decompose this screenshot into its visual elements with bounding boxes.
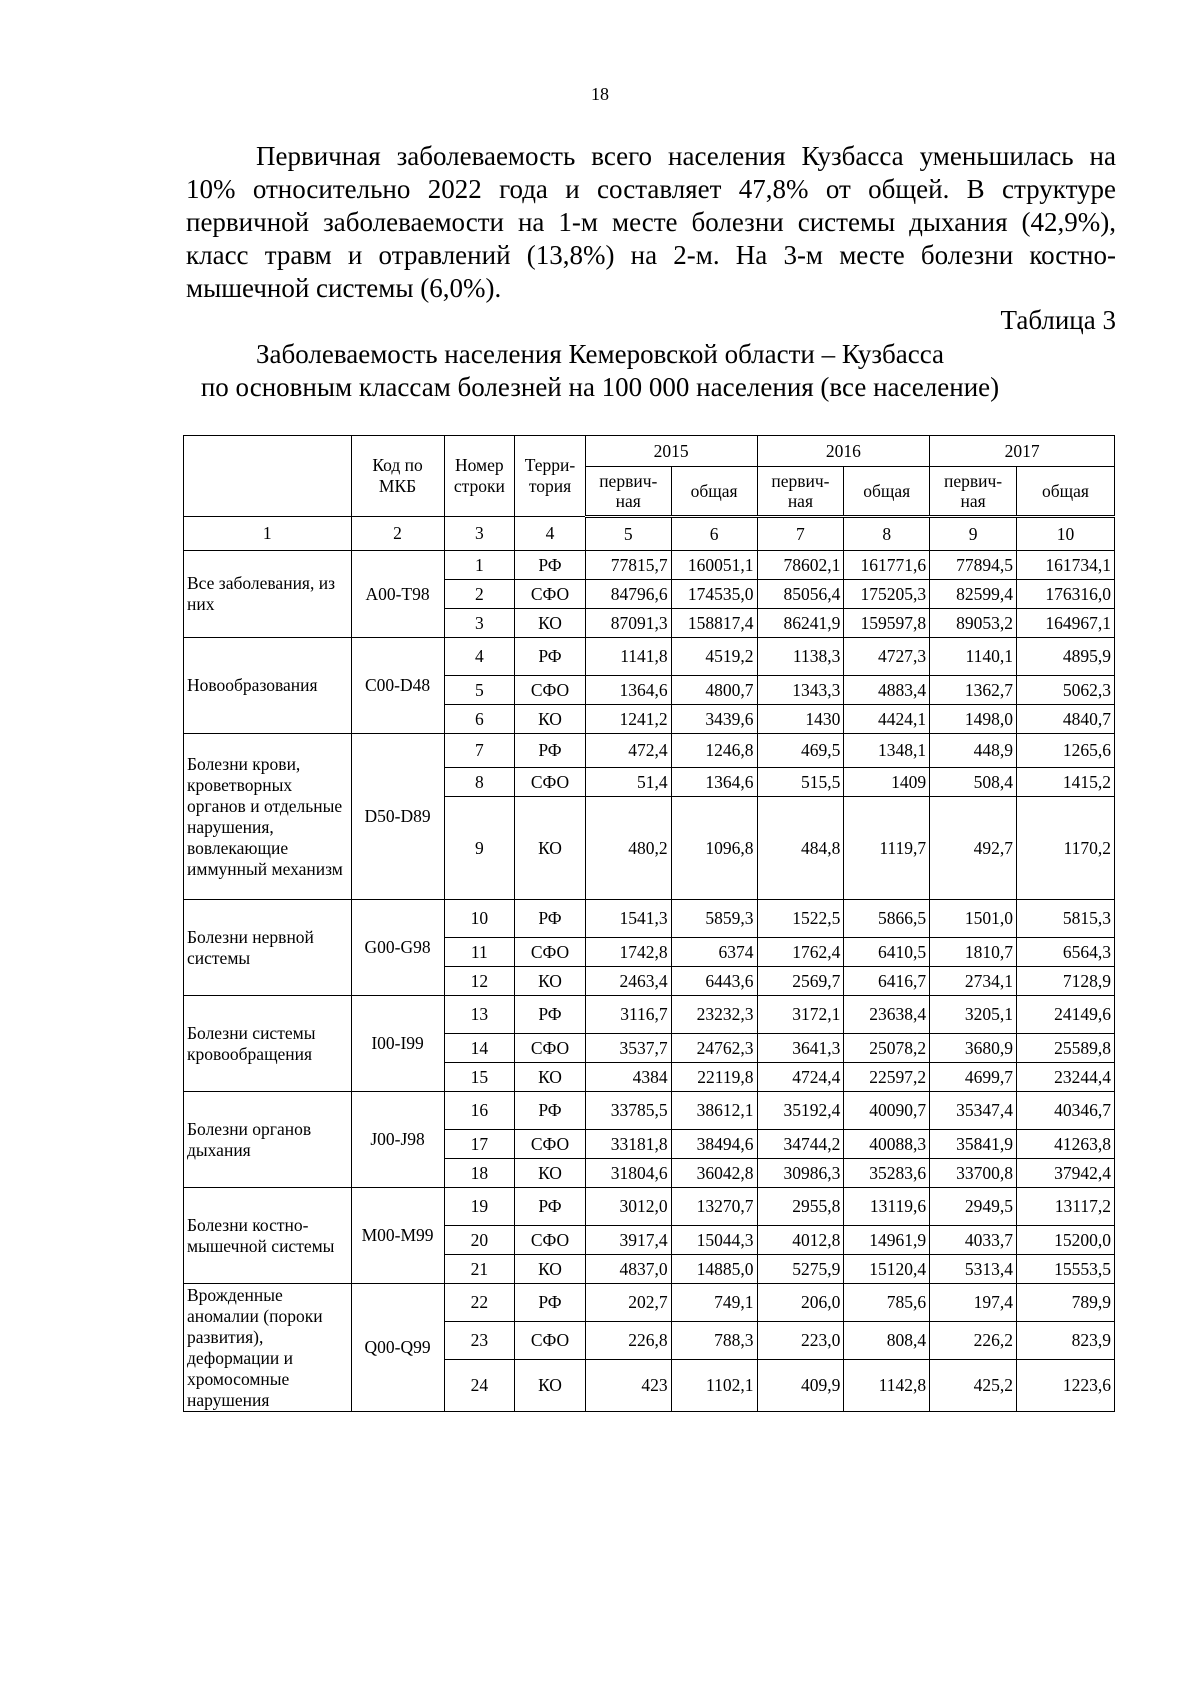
total-value: 23232,3 [671, 996, 757, 1034]
territory: РФ [515, 551, 586, 580]
primary-value: 492,7 [930, 797, 1017, 900]
primary-value: 1362,7 [930, 676, 1017, 705]
primary-value: 77894,5 [930, 551, 1017, 580]
header-total: общая [1016, 467, 1114, 517]
disease-class: Болезни крови, кроветворных органов и отдельные нарушения, вовлекающие иммунный механизм [184, 734, 352, 900]
total-value: 15120,4 [844, 1255, 930, 1284]
primary-value: 2949,5 [930, 1188, 1017, 1226]
primary-value: 30986,3 [757, 1159, 844, 1188]
territory: КО [515, 1255, 586, 1284]
total-value: 13119,6 [844, 1188, 930, 1226]
primary-value: 3641,3 [757, 1034, 844, 1063]
icd-code: Q00-Q99 [351, 1284, 444, 1412]
row-number: 24 [444, 1360, 515, 1412]
column-number: 1 [184, 517, 352, 551]
primary-value: 4837,0 [585, 1255, 671, 1284]
primary-value: 87091,3 [585, 609, 671, 638]
territory: РФ [515, 996, 586, 1034]
primary-value: 84796,6 [585, 580, 671, 609]
row-number: 22 [444, 1284, 515, 1322]
territory: СФО [515, 1322, 586, 1360]
total-value: 160051,1 [671, 551, 757, 580]
primary-value: 85056,4 [757, 580, 844, 609]
table-row [184, 996, 1115, 1034]
column-number: 8 [844, 517, 930, 551]
territory: СФО [515, 580, 586, 609]
primary-value: 4012,8 [757, 1226, 844, 1255]
table-row [184, 638, 1115, 676]
primary-value: 2569,7 [757, 967, 844, 996]
total-value: 5859,3 [671, 900, 757, 938]
total-value: 159597,8 [844, 609, 930, 638]
icd-code: C00-D48 [351, 638, 444, 734]
total-value: 14885,0 [671, 1255, 757, 1284]
total-value: 1348,1 [844, 734, 930, 768]
total-value: 785,6 [844, 1284, 930, 1322]
primary-value: 223,0 [757, 1322, 844, 1360]
total-value: 3439,6 [671, 705, 757, 734]
territory: РФ [515, 1092, 586, 1130]
primary-value: 5275,9 [757, 1255, 844, 1284]
primary-value: 1343,3 [757, 676, 844, 705]
territory: КО [515, 1159, 586, 1188]
row-number: 5 [444, 676, 515, 705]
total-value: 38612,1 [671, 1092, 757, 1130]
primary-value: 2463,4 [585, 967, 671, 996]
territory: КО [515, 967, 586, 996]
primary-value: 202,7 [585, 1284, 671, 1322]
total-value: 5815,3 [1016, 900, 1114, 938]
total-value: 1142,8 [844, 1360, 930, 1412]
header-class [184, 436, 352, 517]
table-row [184, 734, 1115, 768]
primary-value: 51,4 [585, 768, 671, 797]
icd-code: I00-I99 [351, 996, 444, 1092]
total-value: 38494,6 [671, 1130, 757, 1159]
disease-class: Болезни костно-мышечной системы [184, 1188, 352, 1284]
total-value: 37942,4 [1016, 1159, 1114, 1188]
total-value: 1246,8 [671, 734, 757, 768]
primary-value: 1541,3 [585, 900, 671, 938]
primary-value: 34744,2 [757, 1130, 844, 1159]
column-number: 10 [1016, 517, 1114, 551]
primary-value: 1364,6 [585, 676, 671, 705]
header-territory: Терри-тория [515, 436, 586, 517]
primary-value: 409,9 [757, 1360, 844, 1412]
territory: СФО [515, 676, 586, 705]
total-value: 6564,3 [1016, 938, 1114, 967]
primary-value: 423 [585, 1360, 671, 1412]
total-value: 6416,7 [844, 967, 930, 996]
total-value: 22597,2 [844, 1063, 930, 1092]
primary-value: 226,8 [585, 1322, 671, 1360]
total-value: 158817,4 [671, 609, 757, 638]
intro-paragraph: Первичная заболеваемость всего населения Кузбасса уменьшилась на 10% относительно 2022 года и составляет 47,8% от общей. В структуре первичной заболеваемости на 1-м месте болезни системы дыхания (42,9%), класс травм и отравлений (13,8%) на 2-м. На 3-м месте болезни костно-мышечной системы (6,0%). [186, 141, 1116, 303]
primary-value: 1430 [757, 705, 844, 734]
total-value: 35283,6 [844, 1159, 930, 1188]
primary-value: 3012,0 [585, 1188, 671, 1226]
header-year: 2017 [930, 436, 1115, 467]
primary-value: 4033,7 [930, 1226, 1017, 1255]
primary-value: 206,0 [757, 1284, 844, 1322]
header-year: 2015 [585, 436, 757, 467]
total-value: 749,1 [671, 1284, 757, 1322]
column-number: 2 [351, 517, 444, 551]
total-value: 23244,4 [1016, 1063, 1114, 1092]
header-row-number: Номер строки [444, 436, 515, 517]
table-row [184, 1092, 1115, 1130]
total-value: 15553,5 [1016, 1255, 1114, 1284]
total-value: 41263,8 [1016, 1130, 1114, 1159]
territory: СФО [515, 938, 586, 967]
primary-value: 226,2 [930, 1322, 1017, 1360]
primary-value: 3680,9 [930, 1034, 1017, 1063]
primary-value: 3917,4 [585, 1226, 671, 1255]
total-value: 1223,6 [1016, 1360, 1114, 1412]
column-number: 6 [671, 517, 757, 551]
total-value: 6410,5 [844, 938, 930, 967]
territory: КО [515, 609, 586, 638]
total-value: 161771,6 [844, 551, 930, 580]
header-total: общая [671, 467, 757, 517]
row-number: 18 [444, 1159, 515, 1188]
disease-class: Все заболевания, из них [184, 551, 352, 638]
primary-value: 4384 [585, 1063, 671, 1092]
territory: РФ [515, 900, 586, 938]
territory: КО [515, 1063, 586, 1092]
column-number: 7 [757, 517, 844, 551]
total-value: 176316,0 [1016, 580, 1114, 609]
row-number: 21 [444, 1255, 515, 1284]
total-value: 789,9 [1016, 1284, 1114, 1322]
primary-value: 2955,8 [757, 1188, 844, 1226]
icd-code: G00-G98 [351, 900, 444, 996]
table-title-line-2: по основным классам болезней на 100 000 населения (все население) [200, 372, 1000, 402]
total-value: 24149,6 [1016, 996, 1114, 1034]
table-title-line-1: Заболеваемость населения Кемеровской области – Кузбасса [255, 339, 945, 369]
primary-value: 1501,0 [930, 900, 1017, 938]
total-value: 175205,3 [844, 580, 930, 609]
total-value: 1119,7 [844, 797, 930, 900]
primary-value: 1810,7 [930, 938, 1017, 967]
primary-value: 508,4 [930, 768, 1017, 797]
primary-value: 4724,4 [757, 1063, 844, 1092]
primary-value: 89053,2 [930, 609, 1017, 638]
table-row [184, 1284, 1115, 1322]
total-value: 4840,7 [1016, 705, 1114, 734]
primary-value: 78602,1 [757, 551, 844, 580]
total-value: 22119,8 [671, 1063, 757, 1092]
row-number: 6 [444, 705, 515, 734]
column-numbers-row [184, 517, 1115, 551]
row-number: 20 [444, 1226, 515, 1255]
header-code: Код по МКБ [351, 436, 444, 517]
total-value: 40090,7 [844, 1092, 930, 1130]
icd-code: A00-T98 [351, 551, 444, 638]
total-value: 1102,1 [671, 1360, 757, 1412]
icd-code: J00-J98 [351, 1092, 444, 1188]
total-value: 36042,8 [671, 1159, 757, 1188]
territory: СФО [515, 1034, 586, 1063]
primary-value: 484,8 [757, 797, 844, 900]
primary-value: 448,9 [930, 734, 1017, 768]
disease-class: Врожденные аномалии (пороки развития), деформации и хромосомные нарушения [184, 1284, 352, 1412]
total-value: 823,9 [1016, 1322, 1114, 1360]
total-value: 13270,7 [671, 1188, 757, 1226]
disease-class: Болезни системы кровообращения [184, 996, 352, 1092]
row-number: 2 [444, 580, 515, 609]
total-value: 174535,0 [671, 580, 757, 609]
total-value: 4424,1 [844, 705, 930, 734]
territory: РФ [515, 638, 586, 676]
header-primary: первич-ная [757, 467, 844, 517]
primary-value: 33700,8 [930, 1159, 1017, 1188]
header-year: 2016 [757, 436, 930, 467]
territory: РФ [515, 734, 586, 768]
total-value: 25589,8 [1016, 1034, 1114, 1063]
primary-value: 4699,7 [930, 1063, 1017, 1092]
row-number: 11 [444, 938, 515, 967]
row-number: 16 [444, 1092, 515, 1130]
total-value: 1170,2 [1016, 797, 1114, 900]
total-value: 4883,4 [844, 676, 930, 705]
total-value: 5062,3 [1016, 676, 1114, 705]
primary-value: 3172,1 [757, 996, 844, 1034]
table-title [0, 338, 1200, 404]
total-value: 1415,2 [1016, 768, 1114, 797]
header-primary: первич-ная [585, 467, 671, 517]
primary-value: 35347,4 [930, 1092, 1017, 1130]
column-number: 9 [930, 517, 1017, 551]
row-number: 14 [444, 1034, 515, 1063]
column-number: 4 [515, 517, 586, 551]
territory: СФО [515, 1226, 586, 1255]
total-value: 164967,1 [1016, 609, 1114, 638]
total-value: 13117,2 [1016, 1188, 1114, 1226]
primary-value: 515,5 [757, 768, 844, 797]
header-primary: первич-ная [930, 467, 1017, 517]
row-number: 17 [444, 1130, 515, 1159]
row-number: 8 [444, 768, 515, 797]
primary-value: 86241,9 [757, 609, 844, 638]
disease-class: Болезни нервной системы [184, 900, 352, 996]
total-value: 1096,8 [671, 797, 757, 900]
total-value: 4800,7 [671, 676, 757, 705]
territory: РФ [515, 1188, 586, 1226]
primary-value: 1140,1 [930, 638, 1017, 676]
primary-value: 3205,1 [930, 996, 1017, 1034]
territory: КО [515, 705, 586, 734]
column-number: 5 [585, 517, 671, 551]
territory: СФО [515, 768, 586, 797]
row-number: 3 [444, 609, 515, 638]
column-number: 3 [444, 517, 515, 551]
primary-value: 1742,8 [585, 938, 671, 967]
primary-value: 33181,8 [585, 1130, 671, 1159]
primary-value: 33785,5 [585, 1092, 671, 1130]
row-number: 19 [444, 1188, 515, 1226]
primary-value: 35192,4 [757, 1092, 844, 1130]
total-value: 788,3 [671, 1322, 757, 1360]
row-number: 13 [444, 996, 515, 1034]
total-value: 1364,6 [671, 768, 757, 797]
total-value: 808,4 [844, 1322, 930, 1360]
header-row-years [184, 436, 1115, 467]
territory: КО [515, 797, 586, 900]
total-value: 161734,1 [1016, 551, 1114, 580]
primary-value: 480,2 [585, 797, 671, 900]
primary-value: 1241,2 [585, 705, 671, 734]
primary-value: 1522,5 [757, 900, 844, 938]
primary-value: 1762,4 [757, 938, 844, 967]
row-number: 4 [444, 638, 515, 676]
total-value: 6443,6 [671, 967, 757, 996]
primary-value: 1138,3 [757, 638, 844, 676]
primary-value: 77815,7 [585, 551, 671, 580]
primary-value: 3537,7 [585, 1034, 671, 1063]
row-number: 23 [444, 1322, 515, 1360]
row-number: 9 [444, 797, 515, 900]
total-value: 24762,3 [671, 1034, 757, 1063]
primary-value: 1498,0 [930, 705, 1017, 734]
total-value: 1265,6 [1016, 734, 1114, 768]
row-number: 10 [444, 900, 515, 938]
icd-code: D50-D89 [351, 734, 444, 900]
primary-value: 82599,4 [930, 580, 1017, 609]
primary-value: 469,5 [757, 734, 844, 768]
primary-value: 5313,4 [930, 1255, 1017, 1284]
primary-value: 425,2 [930, 1360, 1017, 1412]
row-number: 1 [444, 551, 515, 580]
total-value: 40088,3 [844, 1130, 930, 1159]
territory: РФ [515, 1284, 586, 1322]
primary-value: 31804,6 [585, 1159, 671, 1188]
total-value: 4519,2 [671, 638, 757, 676]
total-value: 6374 [671, 938, 757, 967]
primary-value: 197,4 [930, 1284, 1017, 1322]
territory: КО [515, 1360, 586, 1412]
total-value: 7128,9 [1016, 967, 1114, 996]
icd-code: M00-M99 [351, 1188, 444, 1284]
primary-value: 3116,7 [585, 996, 671, 1034]
total-value: 4895,9 [1016, 638, 1114, 676]
total-value: 4727,3 [844, 638, 930, 676]
row-number: 12 [444, 967, 515, 996]
primary-value: 2734,1 [930, 967, 1017, 996]
total-value: 25078,2 [844, 1034, 930, 1063]
total-value: 15044,3 [671, 1226, 757, 1255]
page-number: 18 [591, 84, 609, 104]
primary-value: 472,4 [585, 734, 671, 768]
table-row [184, 1188, 1115, 1226]
primary-value: 35841,9 [930, 1130, 1017, 1159]
total-value: 15200,0 [1016, 1226, 1114, 1255]
territory: СФО [515, 1130, 586, 1159]
total-value: 40346,7 [1016, 1092, 1114, 1130]
primary-value: 1141,8 [585, 638, 671, 676]
row-number: 7 [444, 734, 515, 768]
total-value: 5866,5 [844, 900, 930, 938]
table-label: Таблица 3 [1000, 305, 1116, 335]
row-number: 15 [444, 1063, 515, 1092]
total-value: 1409 [844, 768, 930, 797]
morbidity-table [183, 435, 1115, 1412]
disease-class: Новообразования [184, 638, 352, 734]
disease-class: Болезни органов дыхания [184, 1092, 352, 1188]
total-value: 23638,4 [844, 996, 930, 1034]
table-row [184, 900, 1115, 938]
header-total: общая [844, 467, 930, 517]
table-row [184, 551, 1115, 580]
total-value: 14961,9 [844, 1226, 930, 1255]
